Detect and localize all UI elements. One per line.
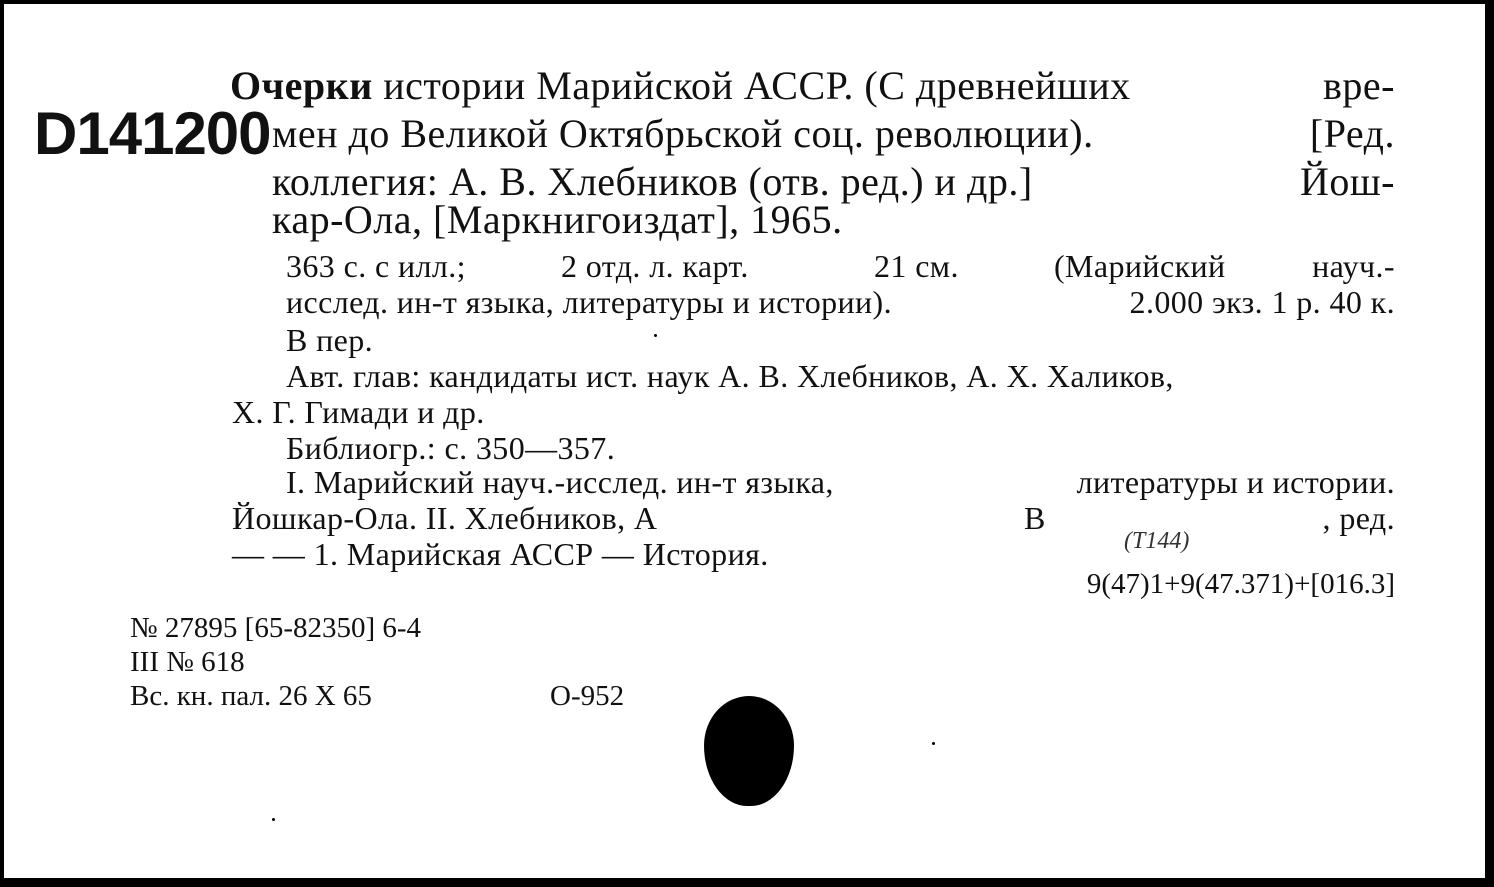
collation-d: (Марийский <box>1054 248 1226 284</box>
card-number: № 27895 [65-82350] 6-4 <box>130 612 422 644</box>
title-bold: Очерки <box>230 63 373 108</box>
handwritten-note: (Т144) <box>1124 528 1190 554</box>
punch-hole <box>704 696 794 806</box>
copies-price: 2.000 экз. 1 р. 40 к. <box>1129 284 1395 320</box>
collation-e: науч.- <box>1312 248 1395 284</box>
bibliography: Библиогр.: с. 350—357. <box>286 430 616 466</box>
series-line: исслед. ин-т языка, литературы и истории). <box>286 284 893 320</box>
order-code: О-952 <box>550 680 625 712</box>
title-line-1 <box>230 63 1131 108</box>
speck <box>272 818 275 821</box>
authors-note: Авт. глав: кандидаты ист. наук А. В. Хлебников, А. Х. Халиков, <box>286 358 1174 394</box>
binding: В пер. <box>286 322 374 358</box>
title-rest: истории Марийской АССР. (С древнейших <box>372 63 1131 108</box>
title-line-2-right: [Ред. <box>1309 111 1395 156</box>
speck <box>654 334 657 337</box>
title-line-2: мен до Великой Октябрьской соц. революции). <box>272 111 1094 156</box>
subject-heading: — — 1. Марийская АССР — История. <box>232 536 769 572</box>
tracing-1-right: литературы и истории. <box>1076 464 1395 500</box>
tracing-1: I. Марийский науч.-исслед. ин-т языка, <box>286 464 834 500</box>
tracing-2-mid: В <box>1024 500 1046 536</box>
call-number: D141200 <box>34 100 271 167</box>
tracing-2: Йошкар-Ола. II. Хлебников, А <box>232 500 658 536</box>
title-line-3-right: Йош- <box>1299 159 1395 204</box>
tracing-2-right: , ред. <box>1322 500 1395 536</box>
chamber-date: Вс. кн. пал. 26 X 65 <box>130 680 372 712</box>
classification: 9(47)1+9(47.371)+[016.3] <box>1086 568 1395 600</box>
title-line-3: коллегия: А. В. Хлебников (отв. ред.) и др.] <box>272 159 1033 204</box>
title-line-4: кар-Ола, [Маркнигоиздат], 1965. <box>272 197 843 242</box>
collation-b: 2 отд. л. карт. <box>561 248 749 284</box>
speck <box>932 742 935 745</box>
collation-a: 363 с. с илл.; <box>286 248 466 284</box>
title-line-1-right: вре- <box>1323 63 1395 108</box>
catalog-card <box>4 4 1485 878</box>
authors-note-cont: Х. Г. Гимади и др. <box>232 394 485 430</box>
registration: III № 618 <box>130 646 245 678</box>
collation-c: 21 см. <box>874 248 959 284</box>
